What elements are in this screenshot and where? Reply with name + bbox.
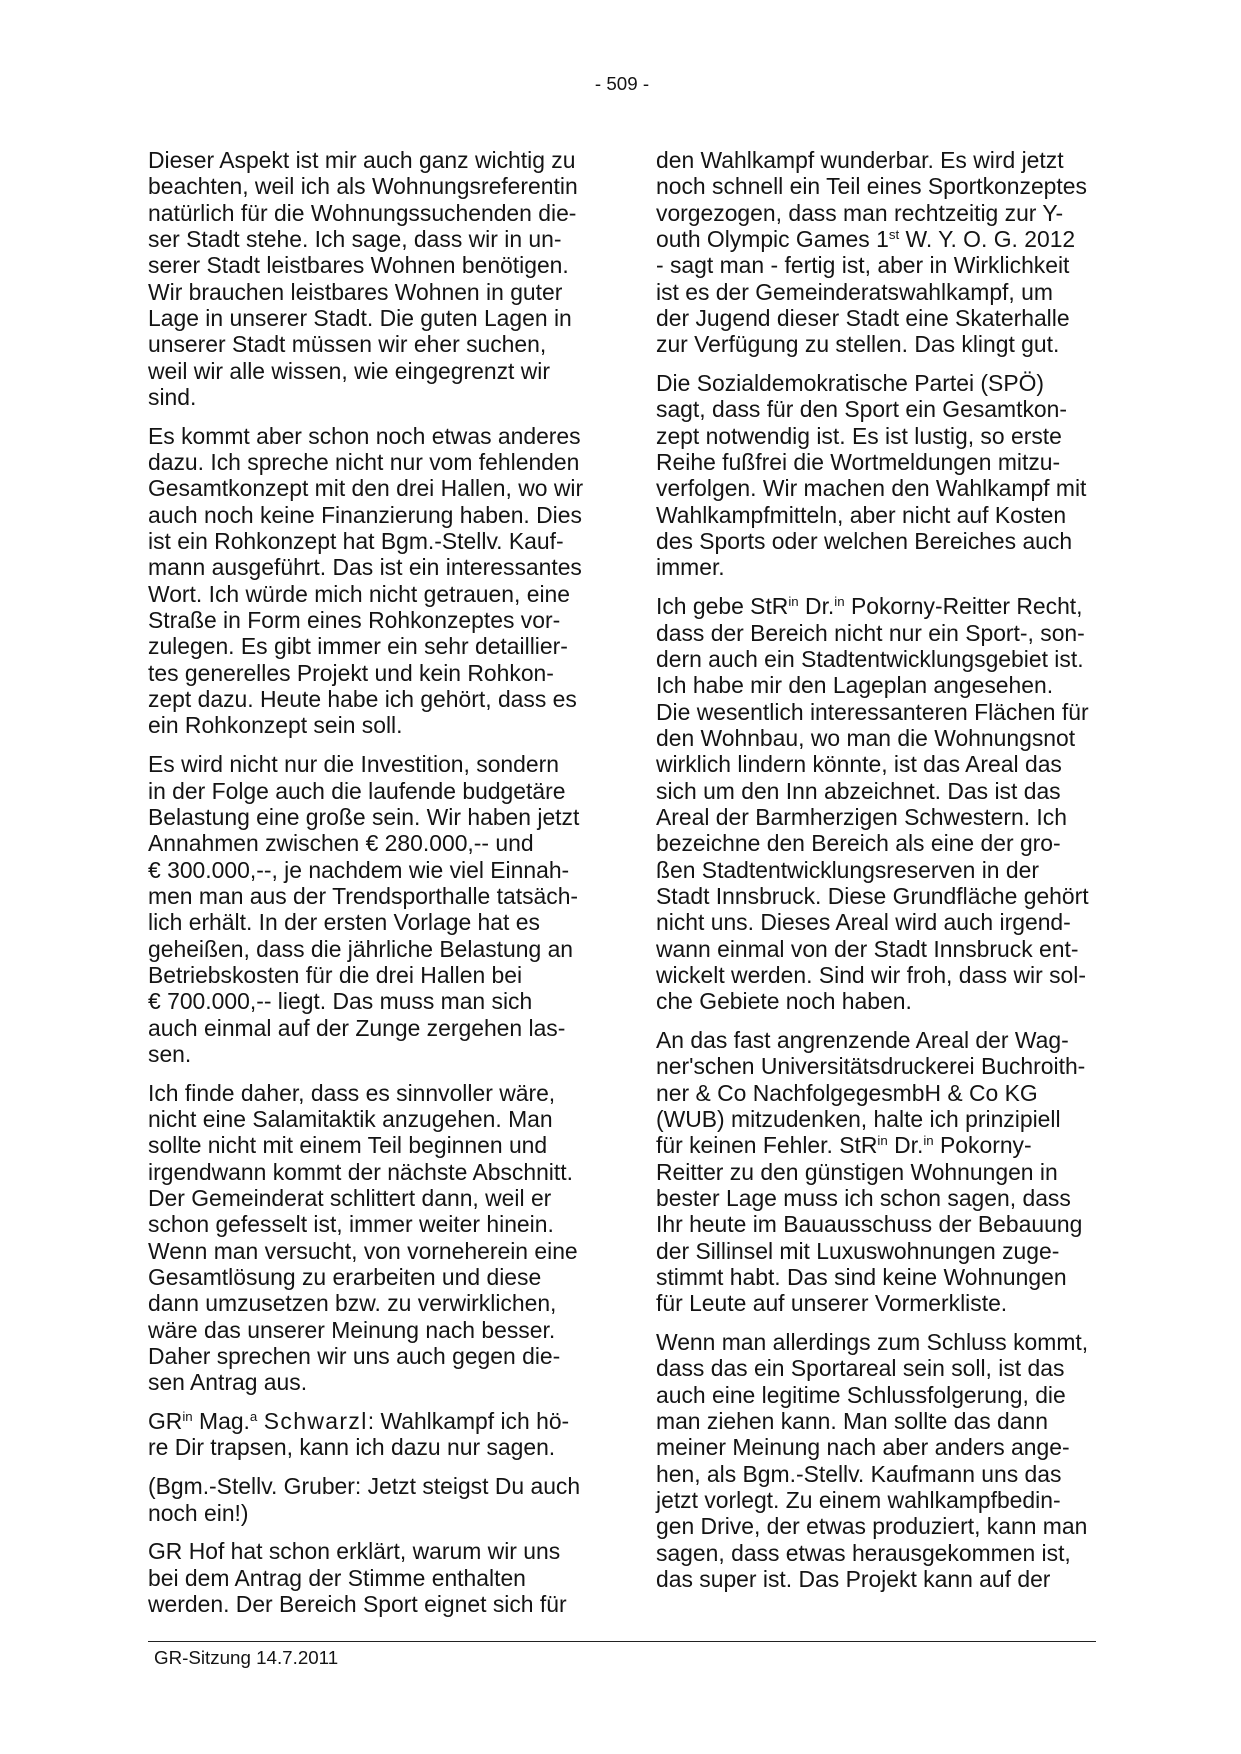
text-line: werden. Der Bereich Sport eignet sich für — [148, 1591, 567, 1618]
text-line: sen. — [148, 1040, 192, 1067]
text-segment: W. Y. O. G. 2012 — [899, 225, 1076, 252]
text-line: man ziehen kann. Man sollte das dann — [656, 1408, 1048, 1435]
text-line: den Wahlkampf wunderbar. Es wird jetzt — [656, 147, 1064, 173]
footer-session-label: GR-Sitzung 14.7.2011 — [154, 1647, 339, 1668]
text-line: Wenn man versucht, von vorneherein eine — [148, 1237, 578, 1264]
text-line: vorgezogen, dass man rechtzeitig zur Y- — [656, 199, 1064, 226]
text-line: € 700.000,-- liegt. Das muss man sich — [148, 988, 533, 1015]
text-line: Wir brauchen leistbares Wohnen in guter — [148, 278, 563, 305]
text-line: der Sillinsel mit Luxuswohnungen zuge- — [656, 1237, 1060, 1264]
paragraph — [656, 1027, 1096, 1317]
text-line: ser Stadt stehe. Ich sage, dass wir in un- — [148, 225, 562, 252]
text-line: auch noch keine Finanzierung haben. Dies — [148, 501, 582, 528]
text-line: für Leute auf unserer Vormerkliste. — [656, 1290, 1008, 1317]
text-line: dann umzusetzen bzw. zu verwirklichen, — [148, 1290, 557, 1317]
text-line: immer. — [656, 554, 725, 581]
text-line: - sagt man - fertig ist, aber in Wirklichkeit — [656, 252, 1070, 279]
footer-rule — [148, 1641, 1096, 1642]
text-line: nicht uns. Dieses Areal wird auch irgend- — [656, 909, 1071, 936]
text-line: Die wesentlich interessanteren Flächen für — [656, 698, 1089, 725]
text-line: Ich finde daher, dass es sinnvoller wäre, — [148, 1079, 556, 1106]
text-line — [656, 593, 1096, 619]
text-line: mann ausgeführt. Das ist ein interessantes — [148, 554, 582, 581]
text-line: € 300.000,--, je nachdem wie viel Einnah- — [148, 856, 570, 883]
text-line: Ihr heute im Bauausschuss der Bebauung — [656, 1211, 1083, 1238]
text-line: weil wir alle wissen, wie eingegrenzt wir — [148, 357, 551, 384]
text-line: re Dir trapsen, kann ich dazu nur sagen. — [148, 1434, 556, 1461]
paragraph — [656, 1329, 1096, 1592]
text-line: (WUB) mitzudenken, halte ich prinzipiell — [656, 1105, 1061, 1132]
text-line: das super ist. Das Projekt kann auf der — [656, 1566, 1051, 1593]
text-line: dass der Bereich nicht nur ein Sport-, son- — [656, 619, 1085, 646]
text-segment: : Wahlkampf ich hö- — [367, 1408, 570, 1435]
text-segment: GR — [148, 1408, 183, 1435]
text-line: Ich habe mir den Lageplan angesehen. — [656, 672, 1054, 699]
text-line: ein Rohkonzept sein soll. — [148, 712, 403, 739]
text-line: Reitter zu den günstigen Wohnungen in — [656, 1158, 1058, 1185]
text-line: ist ein Rohkonzept hat Bgm.-Stellv. Kauf- — [148, 528, 564, 555]
paragraph — [148, 1080, 588, 1396]
text-line: ner & Co NachfolgegesmbH & Co KG — [656, 1079, 1038, 1106]
text-line: hen, als Bgm.-Stellv. Kaufmann uns das — [656, 1460, 1062, 1487]
text-line — [656, 1132, 1096, 1158]
paragraph — [148, 1408, 588, 1461]
text-line: Areal der Barmherzigen Schwestern. Ich — [656, 803, 1067, 830]
text-line: natürlich für die Wohnungssuchenden die- — [148, 199, 577, 226]
text-line: zept dazu. Heute habe ich gehört, dass es — [148, 686, 577, 713]
text-line: verfolgen. Wir machen den Wahlkampf mit — [656, 475, 1087, 502]
text-line: dazu. Ich spreche nicht nur vom fehlenden — [148, 449, 580, 476]
text-line: irgendwann kommt der nächste Abschnitt. — [148, 1158, 573, 1185]
text-line: ner'schen Universitätsdruckerei Buchroith- — [656, 1053, 1086, 1080]
superscript: in — [182, 1408, 193, 1424]
text-line: der Jugend dieser Stadt eine Skaterhalle — [656, 304, 1070, 331]
text-line: Straße in Form eines Rohkonzeptes vor- — [148, 607, 561, 634]
text-line: wann einmal von der Stadt Innsbruck ent- — [656, 935, 1079, 962]
text-line: des Sports oder welchen Bereiches auch — [656, 528, 1073, 555]
text-line: Belastung eine große sein. Wir haben jetzt — [148, 803, 580, 830]
text-line — [656, 226, 1096, 252]
text-line: tes generelles Projekt und kein Rohkon- — [148, 659, 554, 686]
text-segment: outh Olympic Games 1 — [656, 225, 889, 252]
text-line: Es kommt aber schon noch etwas anderes — [148, 422, 581, 449]
speaker-name: Schwarzl — [263, 1408, 368, 1435]
text-line: sollte nicht mit einem Teil beginnen und — [148, 1132, 548, 1159]
text-line: An das fast angrenzende Areal der Wag- — [656, 1027, 1069, 1053]
paragraph — [148, 147, 588, 410]
text-segment: Pokorny-Reitter Recht, — [844, 593, 1083, 620]
text-segment: Pokorny- — [933, 1132, 1032, 1159]
right-column — [656, 147, 1096, 1605]
text-line: bei dem Antrag der Stimme enthalten — [148, 1564, 526, 1591]
superscript: st — [888, 226, 900, 242]
paragraph — [148, 1473, 588, 1526]
text-line: ßen Stadtentwicklungsreserven in der — [656, 856, 1039, 883]
page-number: - 509 - — [594, 73, 650, 94]
text-line: Wenn man allerdings zum Schluss kommt, — [656, 1329, 1089, 1356]
superscript: in — [923, 1133, 934, 1149]
paragraph — [656, 370, 1096, 581]
text-line: Es wird nicht nur die Investition, sondern — [148, 751, 559, 778]
left-column — [148, 147, 588, 1630]
text-line: che Gebiete noch haben. — [656, 988, 912, 1015]
text-line: Dieser Aspekt ist mir auch ganz wichtig zu — [148, 147, 576, 173]
text-line: gen Drive, der etwas produziert, kann man — [656, 1513, 1088, 1540]
text-line: wäre das unserer Meinung nach besser. — [148, 1316, 556, 1343]
text-line: dass das ein Sportareal sein soll, ist das — [656, 1355, 1065, 1382]
text-line: noch ein!) — [148, 1499, 249, 1526]
text-line: GR Hof hat schon erklärt, warum wir uns — [148, 1538, 561, 1565]
text-line: unserer Stadt müssen wir eher suchen, — [148, 331, 547, 358]
text-line: wickelt werden. Sind wir froh, dass wir sol- — [656, 961, 1086, 988]
paragraph — [656, 147, 1096, 358]
text-line: auch eine legitime Schlussfolgerung, die — [656, 1381, 1066, 1408]
text-line: noch schnell ein Teil eines Sportkonzeptes — [656, 173, 1087, 200]
text-line: beachten, weil ich als Wohnungsreferentin — [148, 173, 578, 200]
text-line: wirklich lindern könnte, ist das Areal das — [656, 751, 1062, 778]
text-line: auch einmal auf der Zunge zergehen las- — [148, 1014, 566, 1041]
text-segment: Mag. — [192, 1408, 250, 1435]
text-segment: Ich gebe StR — [656, 593, 789, 620]
text-line: serer Stadt leistbares Wohnen benötigen. — [148, 252, 569, 279]
text-line: (Bgm.-Stellv. Gruber: Jetzt steigst Du auch — [148, 1473, 581, 1500]
text-line: nicht eine Salamitaktik anzugehen. Man — [148, 1105, 553, 1132]
paragraph — [148, 751, 588, 1067]
text-line: sagen, dass etwas herausgekommen ist, — [656, 1539, 1071, 1566]
text-segment: Dr. — [798, 593, 835, 620]
text-line: jetzt vorlegt. Zu einem wahlkampfbedin- — [656, 1487, 1061, 1514]
text-line: ist es der Gemeinderatswahlkampf, um — [656, 278, 1053, 305]
text-line: lich erhält. In der ersten Vorlage hat es — [148, 909, 540, 936]
text-line: Wahlkampfmitteln, aber nicht auf Kosten — [656, 501, 1067, 528]
text-line: bezeichne den Bereich als eine der gro- — [656, 830, 1061, 857]
text-line: den Wohnbau, wo man die Wohnungsnot — [656, 724, 1076, 751]
text-line: Annahmen zwischen € 280.000,-- und — [148, 830, 534, 857]
text-line: sich um den Inn abzeichnet. Das ist das — [656, 777, 1061, 804]
text-line: Betriebskosten für die drei Hallen bei — [148, 961, 523, 988]
text-segment: Dr. — [887, 1132, 924, 1159]
text-line: stimmt habt. Das sind keine Wohnungen — [656, 1263, 1067, 1290]
paragraph — [656, 593, 1096, 1014]
text-line: Gesamtlösung zu erarbeiten und diese — [148, 1263, 542, 1290]
text-line: zept notwendig ist. Es ist lustig, so erste — [656, 422, 1062, 449]
text-line: meiner Meinung nach aber anders ange- — [656, 1434, 1070, 1461]
text-line: zulegen. Es gibt immer ein sehr detaillier- — [148, 633, 568, 660]
text-segment: für keinen Fehler. StR — [656, 1132, 878, 1159]
text-line: Die Sozialdemokratische Partei (SPÖ) — [656, 370, 1045, 397]
text-line: Lage in unserer Stadt. Die guten Lagen in — [148, 304, 572, 331]
superscript: a — [249, 1408, 258, 1424]
text-line: Gesamtkonzept mit den drei Hallen, wo wir — [148, 475, 584, 502]
text-line: bester Lage muss ich schon sagen, dass — [656, 1184, 1071, 1211]
superscript: in — [877, 1133, 888, 1149]
text-line: Stadt Innsbruck. Diese Grundfläche gehört — [656, 882, 1089, 909]
text-line: geheißen, dass die jährliche Belastung an — [148, 935, 574, 962]
text-line: dern auch ein Stadtentwicklungsgebiet ist. — [656, 645, 1084, 672]
paragraph — [148, 423, 588, 739]
text-line: Der Gemeinderat schlittert dann, weil er — [148, 1184, 552, 1211]
text-line: Reihe fußfrei die Wortmeldungen mitzu- — [656, 449, 1061, 476]
text-line: sagt, dass für den Sport ein Gesamtkon- — [656, 396, 1067, 423]
text-line — [148, 1408, 588, 1434]
superscript: in — [834, 594, 845, 610]
text-line: sen Antrag aus. — [148, 1369, 308, 1396]
text-line: Wort. Ich würde mich nicht getrauen, eine — [148, 580, 570, 607]
paragraph — [148, 1538, 588, 1617]
text-line: Daher sprechen wir uns auch gegen die- — [148, 1342, 561, 1369]
text-line: zur Verfügung zu stellen. Das klingt gut. — [656, 331, 1060, 358]
superscript: in — [788, 594, 799, 610]
text-line: schon gefesselt ist, immer weiter hinein. — [148, 1211, 554, 1238]
text-line: sind. — [148, 383, 197, 410]
text-line: in der Folge auch die laufende budgetäre — [148, 777, 566, 804]
text-line: men man aus der Trendsporthalle tatsäch- — [148, 882, 579, 909]
